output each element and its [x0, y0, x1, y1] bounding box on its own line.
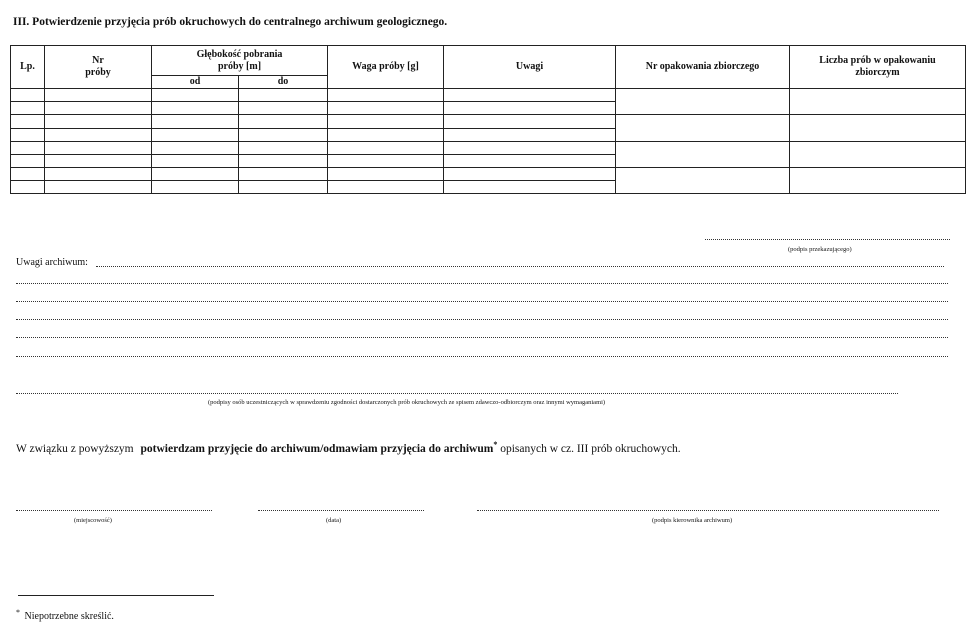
header-nr	[45, 46, 152, 89]
header-notes: Uwagi	[444, 46, 616, 89]
footnote-rule	[18, 595, 214, 596]
footnote-text: Niepotrzebne skreślić.	[24, 611, 114, 623]
submitter-signature-label: (podpis przekazującego)	[788, 246, 852, 253]
persons-signature-line[interactable]	[16, 393, 898, 394]
head-signature-line[interactable]	[477, 510, 939, 511]
count-cell[interactable]	[790, 167, 966, 193]
package-cell[interactable]	[616, 141, 790, 167]
count-cell[interactable]	[790, 141, 966, 167]
archive-notes-label: Uwagi archiwum:	[16, 257, 88, 268]
package-cell[interactable]	[616, 89, 790, 115]
footnote	[16, 608, 114, 622]
header-depth	[152, 46, 328, 76]
submitter-signature-line[interactable]	[705, 239, 950, 240]
header-to: do	[239, 76, 328, 89]
footnote-star: *	[16, 608, 20, 617]
statement-pre: W związku z powyższym	[16, 442, 134, 455]
persons-signature-label: (podpisy osób uczestniczących w sprawdzeniu zgodności dostarczonych prób okruchowych ze spisem zdawczo-odbiorczym oraz innymi wymaganiami)	[208, 399, 606, 406]
samples-table	[10, 45, 966, 194]
archive-notes-line[interactable]	[16, 356, 948, 357]
header-depth-line1: Głębokość pobrania	[196, 48, 283, 60]
package-cell[interactable]	[616, 167, 790, 193]
count-cell[interactable]	[790, 115, 966, 141]
section-heading: III. Potwierdzenie przyjęcia prób okruchowych do centralnego archiwum geologicznego.	[13, 16, 448, 28]
archive-notes-line[interactable]	[16, 301, 948, 302]
header-lp: Lp.	[11, 46, 45, 89]
archive-notes-line[interactable]	[16, 283, 948, 284]
header-depth-line2: próby [m]	[217, 60, 262, 72]
header-weight: Waga próby [g]	[328, 46, 444, 89]
statement-post: opisanych w cz. III prób okruchowych.	[500, 442, 681, 455]
header-from: od	[152, 76, 239, 89]
header-count: Liczba prób w opakowaniu zbiorczym	[790, 46, 966, 89]
statement-star: *	[493, 440, 498, 449]
archive-notes-line[interactable]	[16, 319, 948, 320]
place-label: (miejscowość)	[74, 517, 112, 524]
header-package: Nr opakowania zbiorczego	[616, 46, 790, 89]
place-line[interactable]	[16, 510, 212, 511]
statement	[16, 440, 681, 455]
archive-notes-line[interactable]	[96, 266, 944, 267]
head-signature-label: (podpis kierownika archiwum)	[652, 517, 733, 524]
header-nr-line1: Nr	[92, 55, 104, 67]
header-nr-line2: próby	[85, 67, 111, 79]
date-line[interactable]	[258, 510, 424, 511]
archive-notes-line[interactable]	[16, 337, 948, 338]
count-cell[interactable]	[790, 89, 966, 115]
statement-bold: potwierdzam przyjęcie do archiwum/odmawiam przyjęcia do archiwum	[140, 442, 494, 455]
package-cell[interactable]	[616, 115, 790, 141]
date-label: (data)	[326, 517, 342, 524]
